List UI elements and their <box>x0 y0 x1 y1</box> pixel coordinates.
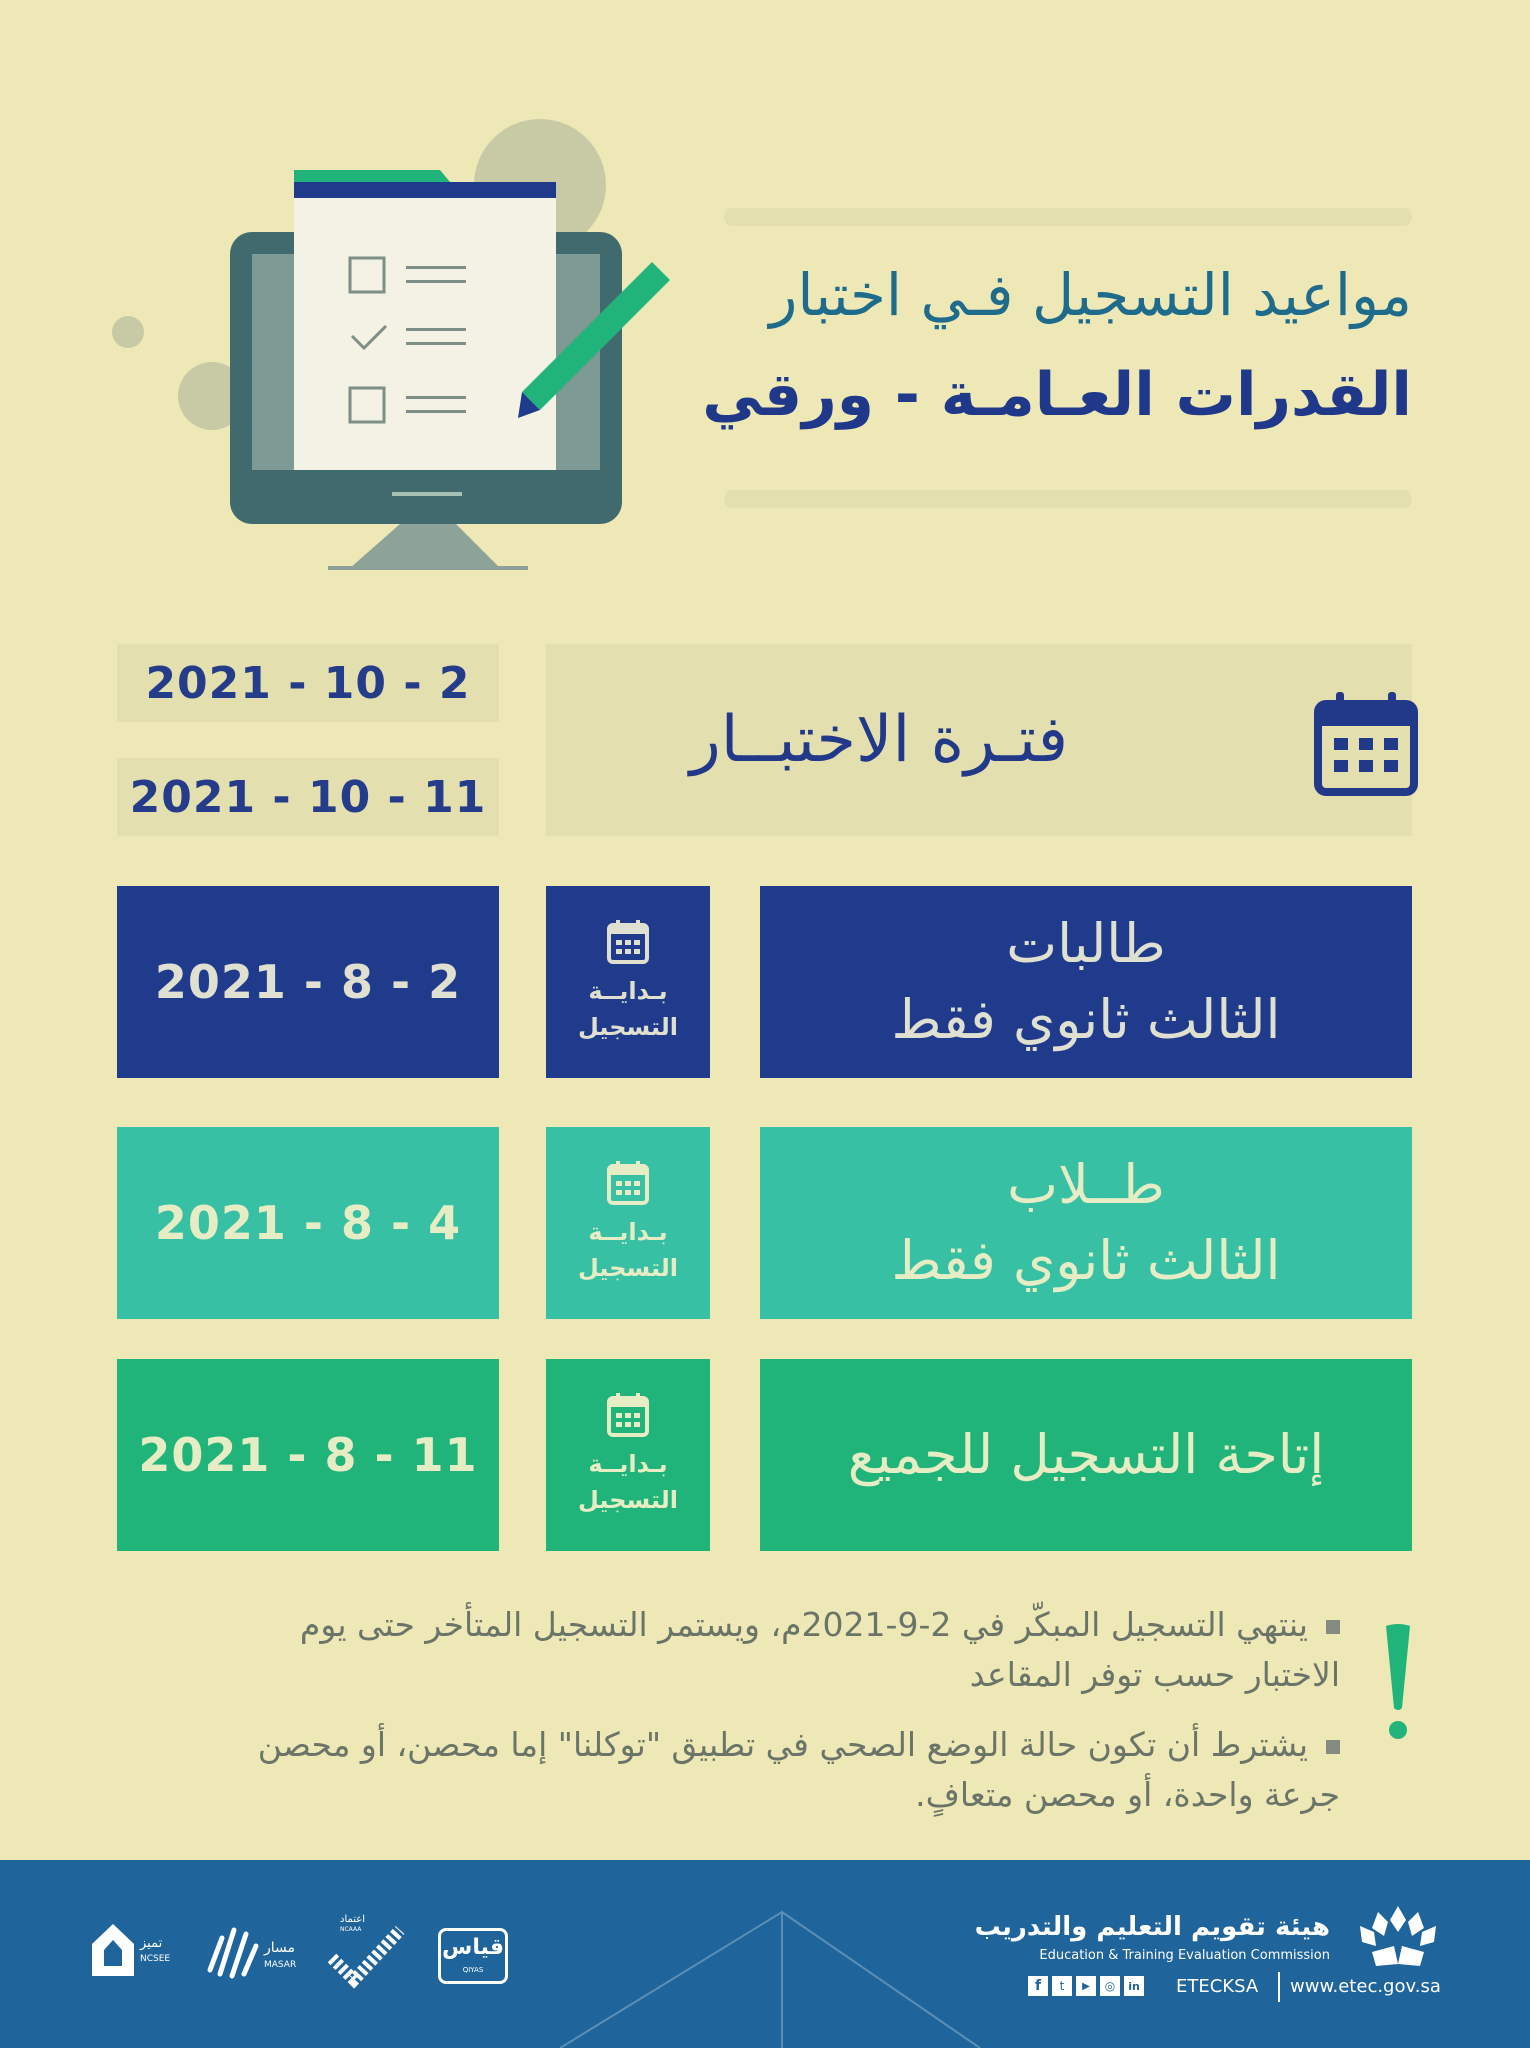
row3-label-line1: إتاحة التسجيل للجميع <box>847 1423 1325 1486</box>
facebook-icon[interactable]: f <box>1028 1976 1048 1996</box>
instagram-icon[interactable]: ◎ <box>1100 1976 1120 1996</box>
row2-mid-line1: بـدايــة <box>588 1218 668 1246</box>
logo-qiyas <box>438 1928 508 1984</box>
checkmark-logo-icon <box>326 1918 406 1994</box>
logo-ncsee-sub: NCSEE <box>140 1954 171 1964</box>
logo-masar-name: مسار <box>264 1940 296 1956</box>
bullet-icon <box>1326 1620 1340 1634</box>
note-1-text: ينتهي التسجيل المبكّر في 2-9-2021م، ويستمر التسجيل المتأخر حتى يوم الاختبار حسب توفر المقاعد <box>299 1605 1340 1694</box>
footer-separator <box>1278 1972 1280 2002</box>
row1-registration-start <box>546 886 710 1078</box>
row2-label-line2: الثالث ثانوي فقط <box>891 1229 1281 1292</box>
org-name-arabic: هيئة تقويم التعليم والتدريب <box>974 1912 1330 1942</box>
row1-mid-line2: التسجيل <box>578 1013 678 1041</box>
row1-date: 2021 - 8 - 2 <box>117 886 499 1078</box>
org-name-english: Education & Training Evaluation Commission <box>1039 1948 1330 1963</box>
row2-date: 2021 - 8 - 4 <box>117 1127 499 1319</box>
logo-qiyas-name: قياس <box>441 1935 504 1960</box>
row2-registration-start <box>546 1127 710 1319</box>
footer-decorative-lines <box>560 1860 1060 2048</box>
footer <box>0 1860 1530 2048</box>
calendar-icon <box>1314 690 1418 796</box>
twitter-icon[interactable]: t <box>1052 1976 1072 1996</box>
note-2-text: يشترط أن تكون حالة الوضع الصحي في تطبيق "توكلنا" إما محصن، أو محصن جرعة واحدة، أو محصن متعافٍ. <box>257 1725 1340 1814</box>
computer-checklist-illustration <box>100 100 700 580</box>
row1-label <box>760 886 1412 1078</box>
bullet-icon <box>1326 1740 1340 1754</box>
period-label: فتـرة الاختبــار <box>689 703 1069 777</box>
row2-label <box>760 1127 1412 1319</box>
logo-ncsee <box>90 1922 180 1992</box>
period-panel <box>546 644 1412 836</box>
period-end-date: 2021 - 10 - 11 <box>117 758 499 836</box>
row3-registration-start <box>546 1359 710 1551</box>
row1-label-line2: الثالث ثانوي فقط <box>891 988 1281 1051</box>
page-title-line2: القدرات العـامـة - ورقي <box>702 360 1412 430</box>
logo-ncsee-name: تميز <box>140 1936 163 1951</box>
etec-logo-icon <box>1352 1902 1444 1974</box>
logo-masar <box>204 1920 304 1990</box>
page-title-line1: مواعيد التسجيل فـي اختبار <box>769 261 1412 329</box>
row3-mid-line1: بـدايــة <box>588 1450 668 1478</box>
row3-date: 2021 - 8 - 11 <box>117 1359 499 1551</box>
linkedin-icon[interactable]: in <box>1124 1976 1144 1996</box>
logo-ncaaa-name: اعتماد <box>340 1914 366 1925</box>
note-2 <box>220 1720 1340 1820</box>
row1-mid-line1: بـدايــة <box>588 977 668 1005</box>
note-1 <box>220 1600 1340 1700</box>
row3-label <box>760 1359 1412 1551</box>
period-start-date: 2021 - 10 - 2 <box>117 644 499 722</box>
calendar-icon <box>606 1392 650 1438</box>
row2-mid-line2: التسجيل <box>578 1254 678 1282</box>
calendar-icon <box>606 1160 650 1206</box>
logo-ncaaa-sub: NCAAA <box>340 1926 362 1933</box>
social-icons <box>1028 1976 1144 1996</box>
masar-logo-icon <box>204 1920 262 1980</box>
social-handle: ETECKSA <box>1176 1976 1259 1997</box>
row2-label-line1: طــلاب <box>1007 1153 1165 1216</box>
website-link[interactable]: www.etec.gov.sa <box>1290 1976 1441 1997</box>
logo-masar-sub: MASAR <box>264 1960 297 1970</box>
logo-qiyas-sub: QIYAS <box>462 1966 484 1974</box>
ncsee-logo-icon <box>90 1922 136 1978</box>
row1-label-line1: طالبات <box>1006 912 1166 975</box>
row3-mid-line2: التسجيل <box>578 1486 678 1514</box>
exclamation-icon <box>1378 1622 1418 1742</box>
title-top-rule <box>724 208 1412 226</box>
youtube-icon[interactable]: ▶ <box>1076 1976 1096 1996</box>
title-bottom-rule <box>724 490 1412 508</box>
logo-ncaaa <box>326 1914 406 1998</box>
calendar-icon <box>606 919 650 965</box>
